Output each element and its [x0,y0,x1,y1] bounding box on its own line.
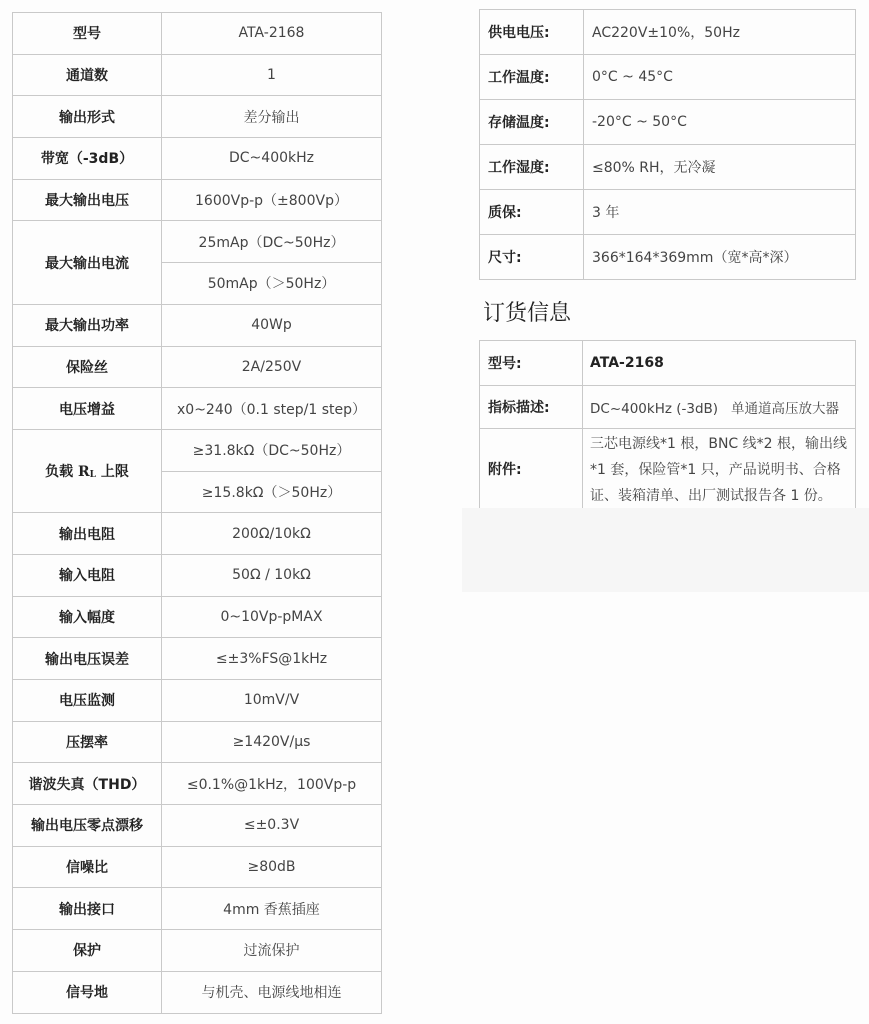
order-info-heading: 订货信息 [483,301,572,326]
row-value: 366*164*369mm（宽*高*深） [584,235,856,280]
row-label: 输出电阻 [13,513,162,555]
table-row [13,54,382,96]
row-label: 输出电压零点漂移 [13,805,162,847]
row-value: -20°C ~ 50°C [584,100,856,145]
table-row [480,55,856,100]
spec-table [12,12,382,1014]
table-row [13,638,382,680]
table-row [13,763,382,805]
table-row [13,179,382,221]
table-row [480,235,856,280]
table-row [13,138,382,180]
row-label: 输出电压误差 [13,638,162,680]
table-row [13,304,382,346]
table-row [480,10,856,55]
row-value: DC~400kHz (-3dB) 单通道高压放大器 [583,386,856,429]
order-table [479,340,856,508]
table-row [480,429,856,509]
row-label: 供电电压: [480,10,584,55]
blank-panel [462,508,869,592]
table-row [480,100,856,145]
row-value: 3 年 [584,190,856,235]
environment-table [479,9,856,280]
row-value: 1 [162,54,382,96]
row-label: 型号 [13,13,162,55]
row-label: 型号: [480,341,583,386]
row-value: 2A/250V [162,346,382,388]
row-label: 压摆率 [13,721,162,763]
row-value: 三芯电源线*1 根，BNC 线*2 根，输出线*1 套，保险管*1 只，产品说明书、合格证、装箱清单、出厂测试报告各 1 份。 [583,429,856,509]
row-label: 信噪比 [13,846,162,888]
row-value: 1600Vp-p（±800Vp） [162,179,382,221]
label-suffix: 上限 [95,464,129,481]
row-value: 200Ω/10kΩ [162,513,382,555]
row-label: 最大输出电压 [13,179,162,221]
row-value: ≤80% RH，无冷凝 [584,145,856,190]
row-label: 工作温度: [480,55,584,100]
row-value: 25mAp（DC~50Hz） [162,221,382,263]
label-prefix: 负载 [45,464,79,481]
table-row [13,805,382,847]
row-label: 谐波失真（THD） [13,763,162,805]
table-row [13,888,382,930]
table-row [13,96,382,138]
table-row [13,971,382,1013]
table-row [480,341,856,386]
row-label: 保护 [13,930,162,972]
table-row [13,346,382,388]
row-label: 信号地 [13,971,162,1013]
table-row [13,388,382,430]
row-label: 输出形式 [13,96,162,138]
row-value: ≤±0.3V [162,805,382,847]
row-label: 输出接口 [13,888,162,930]
row-value: ≥15.8kΩ（＞50Hz） [162,471,382,513]
row-label: 电压增益 [13,388,162,430]
row-value: ATA-2168 [583,341,856,386]
row-label: 输入幅度 [13,596,162,638]
row-value: ≥1420V/μs [162,721,382,763]
row-label: 保险丝 [13,346,162,388]
row-value: 40Wp [162,304,382,346]
row-label: 电压监测 [13,680,162,722]
row-label: 通道数 [13,54,162,96]
row-value: 过流保护 [162,930,382,972]
label-subscript: L [89,470,96,481]
table-row [13,596,382,638]
row-label [13,429,162,512]
row-value: ≥80dB [162,846,382,888]
table-row [480,386,856,429]
row-value: 与机壳、电源线地相连 [162,971,382,1013]
row-value: ≤±3%FS@1kHz [162,638,382,680]
row-value: 4mm 香蕉插座 [162,888,382,930]
row-value: x0~240（0.1 step/1 step） [162,388,382,430]
row-value: ≤0.1%@1kHz，100Vp-p [162,763,382,805]
table-row [13,221,382,263]
row-value: 50Ω / 10kΩ [162,554,382,596]
row-value: ≥31.8kΩ（DC~50Hz） [162,429,382,471]
row-label: 最大输出电流 [13,221,162,304]
table-row [13,846,382,888]
row-value: DC~400kHz [162,138,382,180]
row-label: 附件: [480,429,583,509]
row-value: 0°C ~ 45°C [584,55,856,100]
label-r: R [78,464,90,481]
row-label: 带宽（-3dB） [13,138,162,180]
row-label: 输入电阻 [13,554,162,596]
row-label: 存储温度: [480,100,584,145]
table-row [480,190,856,235]
row-label: 指标描述: [480,386,583,429]
table-row [13,930,382,972]
table-row [13,721,382,763]
row-value: 50mAp（＞50Hz） [162,263,382,305]
row-value: 差分输出 [162,96,382,138]
row-value: AC220V±10%，50Hz [584,10,856,55]
order-table-clip [470,330,869,508]
table-row [13,429,382,471]
row-value: 10mV/V [162,680,382,722]
table-row [13,513,382,555]
table-row [13,554,382,596]
row-label: 质保: [480,190,584,235]
table-row [13,13,382,55]
table-row [480,145,856,190]
row-value: ATA-2168 [162,13,382,55]
row-label: 尺寸: [480,235,584,280]
row-label: 最大输出功率 [13,304,162,346]
row-label: 工作湿度: [480,145,584,190]
table-row [13,680,382,722]
row-value: 0~10Vp-pMAX [162,596,382,638]
